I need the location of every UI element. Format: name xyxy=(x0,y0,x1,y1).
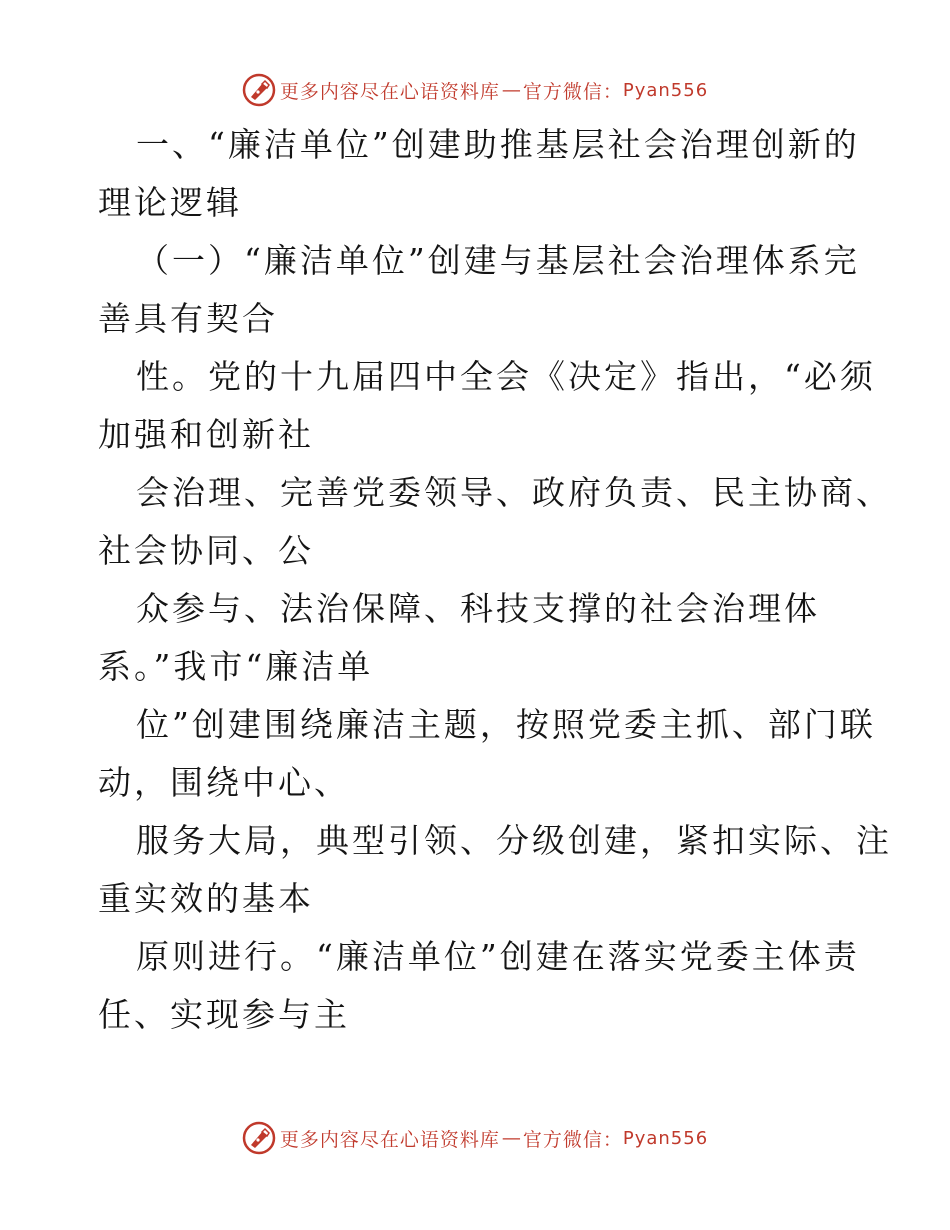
text-line: 位”创建围绕廉洁主题，按照党委主抓、部门联 xyxy=(136,705,876,744)
text-line: 性。党的十九届四中全会《决定》指出，“必须 xyxy=(136,357,876,396)
pen-nib-logo-icon xyxy=(242,73,276,107)
banner-site-text: 更多内容尽在心语资料库 xyxy=(279,1128,500,1151)
banner-wechat-id: Pyan556 xyxy=(622,79,709,101)
text-line: 社会协同、公 xyxy=(98,531,314,570)
banner-wechat-id: Pyan556 xyxy=(622,1127,709,1149)
text-line: 动，围绕中心、 xyxy=(98,763,350,802)
text-line: （一）“廉洁单位”创建与基层社会治理体系完 xyxy=(136,241,860,280)
text-line: 众参与、法治保障、科技支撑的社会治理体 xyxy=(136,589,820,628)
pen-nib-logo-icon xyxy=(242,1121,276,1155)
text-line: 一、“廉洁单位”创建助推基层社会治理创新的 xyxy=(136,125,860,164)
text-line: 理论逻辑 xyxy=(98,183,242,222)
text-line: 任、实现参与主 xyxy=(98,995,350,1034)
banner-separator: — xyxy=(501,79,521,101)
text-line: 服务大局，典型引领、分级创建，紧扣实际、注 xyxy=(136,821,892,860)
text-line: 原则进行。“廉洁单位”创建在落实党委主体责 xyxy=(136,937,860,976)
footer-banner xyxy=(0,1118,950,1158)
text-line: 系。”我市“廉洁单 xyxy=(98,647,374,686)
text-line: 加强和创新社 xyxy=(98,415,314,454)
text-line: 善具有契合 xyxy=(98,299,278,338)
text-line: 重实效的基本 xyxy=(98,879,314,918)
banner-wechat-label: 官方微信： xyxy=(522,1128,623,1151)
header-banner xyxy=(0,70,950,110)
text-line: 会治理、完善党委领导、政府负责、民主协商、 xyxy=(136,473,892,512)
banner-wechat-label: 官方微信： xyxy=(522,80,623,103)
banner-separator: — xyxy=(501,1127,521,1149)
document-body xyxy=(98,116,892,1044)
banner-site-text: 更多内容尽在心语资料库 xyxy=(279,80,500,103)
